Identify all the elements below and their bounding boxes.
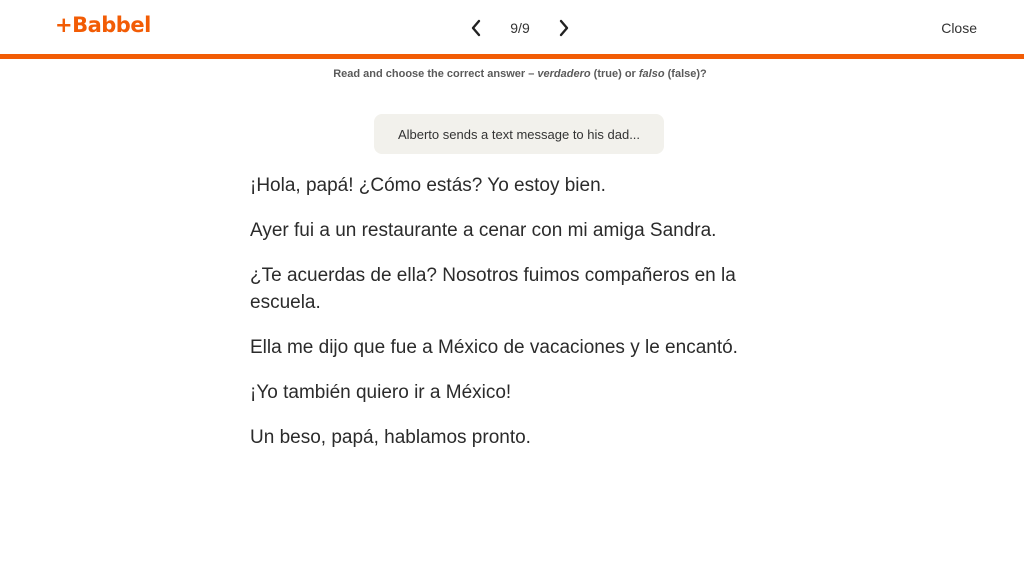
header-accent-line	[0, 54, 1024, 59]
chevron-right-icon	[558, 19, 570, 37]
message-line: Ayer fui a un restaurante a cenar con mi amiga Sandra.	[250, 220, 717, 241]
message-line: ¿Te acuerdas de ella? Nosotros fuimos compañeros en la escuela.	[250, 265, 736, 313]
previous-button[interactable]	[462, 14, 490, 42]
close-button[interactable]: Close	[941, 20, 977, 36]
message-line: ¡Hola, papá! ¿Cómo estás? Yo estoy bien.	[250, 175, 606, 196]
true-word: verdadero	[537, 68, 591, 80]
context-pill: Alberto sends a text message to his dad...	[374, 114, 664, 154]
message-body	[250, 172, 810, 469]
instruction-text: Read and choose the correct answer –	[333, 68, 538, 80]
babbel-logo[interactable]: +Babbel	[55, 13, 151, 37]
message-line: ¡Yo también quiero ir a México!	[250, 382, 512, 403]
instruction-text: (true) or	[590, 68, 639, 80]
message-line: Ella me dijo que fue a México de vacaciones y le encantó.	[250, 337, 738, 358]
instruction-text: (false)?	[664, 68, 707, 80]
false-word: falso	[638, 68, 665, 80]
exercise-instruction	[330, 67, 710, 81]
top-bar	[0, 0, 1024, 54]
pager	[462, 14, 578, 42]
message-line: Un beso, papá, hablamos pronto.	[250, 427, 531, 448]
chevron-left-icon	[470, 19, 482, 37]
page-counter: 9/9	[510, 20, 530, 36]
next-button[interactable]	[550, 14, 578, 42]
